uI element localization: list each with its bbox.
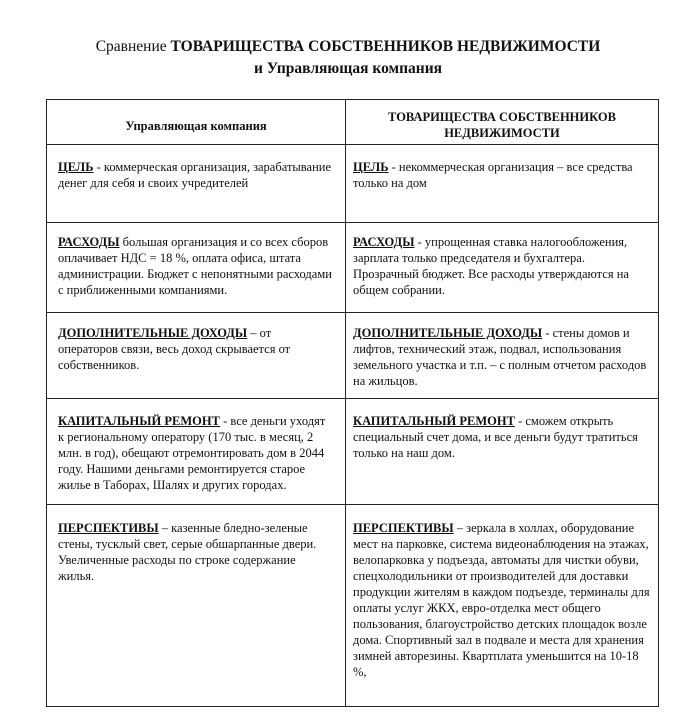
header-right-line-2: НЕДВИЖИМОСТИ — [444, 126, 560, 140]
cell-right-prospects — [353, 520, 653, 680]
document-title — [0, 36, 696, 80]
label-extra-income: ДОПОЛНИТЕЛЬНЫЕ ДОХОДЫ — [353, 326, 543, 340]
cell-right-goal — [353, 159, 653, 191]
cell-left-capital-repair — [58, 413, 334, 493]
label-prospects: ПЕРСПЕКТИВЫ — [353, 521, 454, 535]
title-lead: Сравнение — [95, 38, 167, 55]
row-divider — [47, 504, 658, 505]
text-capital-repair: - сможем открыть специальный счет дома, и все деньги будут тратиться только на наш дом. — [353, 414, 638, 460]
row-divider — [47, 312, 658, 313]
cell-right-expenses — [353, 234, 653, 298]
label-expenses: РАСХОДЫ — [353, 235, 415, 249]
row-divider — [47, 398, 658, 399]
column-divider — [345, 100, 346, 706]
header-right-line-1: ТОВАРИЩЕСТВА СОБСТВЕННИКОВ — [388, 110, 616, 124]
label-expenses: РАСХОДЫ — [58, 235, 120, 249]
text-capital-repair: - все деньги уходят к региональному оператору (170 тыс. в месяц, 2 млн. в год), обещают отремонтировать дом в 2044 году. Нашими деньгами ремонтируется старое жилье в Таборах, Шалях и других городах. — [58, 414, 326, 492]
cell-right-extra-income — [353, 325, 653, 389]
title-line-2: и Управляющая компания — [253, 60, 443, 77]
text-prospects: – казенные бледно-зеленые стены, тусклый свет, серые обшарпанные двери. Увеличенные расходы по строке содержание жилья. — [58, 521, 317, 583]
header-right — [345, 109, 659, 141]
cell-left-expenses — [58, 234, 334, 298]
text-extra-income: - стены домов и лифтов, технический этаж, подвал, использования земельного участка и т.п. – с полным отчетом расходов на жильцов. — [353, 326, 647, 388]
row-divider — [47, 222, 658, 223]
label-prospects: ПЕРСПЕКТИВЫ — [58, 521, 159, 535]
text-extra-income: – от операторов связи, весь доход скрывается от собственников. — [58, 326, 291, 372]
label-capital-repair: КАПИТАЛЬНЫЙ РЕМОНТ — [58, 414, 220, 428]
label-extra-income: ДОПОЛНИТЕЛЬНЫЕ ДОХОДЫ — [58, 326, 248, 340]
comparison-table — [46, 99, 659, 707]
title-line-1 — [0, 36, 696, 58]
title-bold: ТОВАРИЩЕСТВА СОБСТВЕННИКОВ НЕДВИЖИМОСТИ — [166, 38, 601, 55]
label-goal: ЦЕЛЬ — [353, 160, 389, 174]
label-capital-repair: КАПИТАЛЬНЫЙ РЕМОНТ — [353, 414, 515, 428]
cell-left-prospects — [58, 520, 334, 584]
text-expenses: большая организация и со всех сборов оплачивает НДС = 18 %, оплата офиса, штата администрации. Бюджет с непонятными расходами с приближенными компаниями. — [58, 235, 332, 297]
text-expenses: - упрощенная ставка налогообложения, зарплата только председателя и бухгалтера. Прозрачный бюджет. Все расходы утверждаются на общем собрании. — [353, 235, 629, 297]
cell-right-capital-repair — [353, 413, 653, 461]
label-goal: ЦЕЛЬ — [58, 160, 94, 174]
text-prospects: – зеркала в холлах, оборудование мест на парковке, система видеонаблюдения на этажах, велопарковка у подъезда, автоматы для чистки обуви, спецхолодильники от производителей для доставки продукции жителям в каждом подъезде, терминалы для оплаты услуг ЖКХ, евро-отделка мест общего пользования, благоустройство детских площадок возле дома. Спортивный зал в подвале и места для хранения зимней авторезины. Квартплата уменьшится на 10-18 %, — [353, 521, 650, 679]
cell-left-extra-income — [58, 325, 334, 373]
cell-left-goal — [58, 159, 334, 191]
header-left: Управляющая компания — [125, 119, 267, 133]
row-divider — [47, 144, 658, 145]
text-goal: - коммерческая организация, зарабатывание денег для себя и своих учредителей — [58, 160, 332, 190]
text-goal: - некоммерческая организация – все средства только на дом — [353, 160, 633, 190]
